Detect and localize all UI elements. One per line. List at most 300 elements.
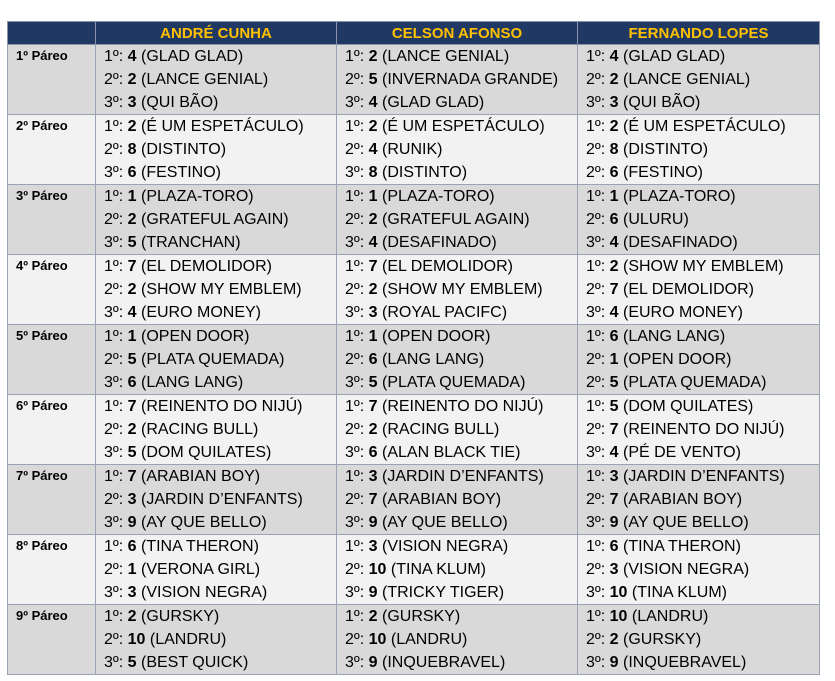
pick-line [96,488,336,511]
horse-number: 2 [368,608,378,625]
horse-number: 2 [127,421,137,438]
pick-position: 2º: [104,631,124,648]
horse-name: (TRANCHAN) [141,234,241,251]
horse-name: (JARDIN D’ENFANTS) [623,468,785,485]
pick-position: 1º: [104,538,124,555]
horse-number: 1 [609,188,619,205]
horse-name: (GLAD GLAD) [382,94,485,111]
horse-name: (DESAFINADO) [382,234,497,251]
pick-position: 3º: [345,584,365,601]
header-tipster-2: CELSON AFONSO [337,22,578,45]
pick-line [578,138,819,161]
horse-name: (ARABIAN BOY) [382,491,502,508]
pick-line [96,91,336,114]
horse-number: 9 [368,514,378,531]
pick-line [96,558,336,581]
pick-line [337,161,577,184]
horse-name: (ARABIAN BOY) [141,468,261,485]
horse-number: 1 [127,561,137,578]
pick-position: 2º: [586,211,606,228]
pick-line [578,511,819,534]
pick-line [96,535,336,558]
picks-table [7,21,820,675]
race-label: 3º Páreo [8,185,96,255]
race-row [8,45,820,115]
pick-position: 3º: [586,304,606,321]
pick-position: 3º: [586,584,606,601]
pick-position: 2º: [586,421,606,438]
pick-line [578,255,819,278]
horse-name: (PLATA QUEMADA) [141,351,285,368]
pick-line [578,465,819,488]
pick-line [578,441,819,464]
pick-line [337,115,577,138]
horse-name: (VISION NEGRA) [623,561,750,578]
horse-number: 4 [368,141,378,158]
pick-line [337,465,577,488]
pick-position: 3º: [345,514,365,531]
horse-number: 5 [368,71,378,88]
horse-name: (TINA THERON) [623,538,741,555]
horse-number: 2 [368,118,378,135]
pick-position: 3º: [345,304,365,321]
pick-position: 2º: [586,631,606,648]
horse-name: (RUNIK) [382,141,443,158]
horse-number: 7 [127,258,137,275]
pick-line [337,371,577,394]
horse-number: 10 [609,584,628,601]
horse-name: (LANCE GENIAL) [623,71,751,88]
horse-name: (É UM ESPETÁCULO) [623,118,786,135]
pick-position: 2º: [345,561,365,578]
pick-position: 3º: [104,654,124,671]
horse-number: 6 [609,538,619,555]
race-row [8,115,820,185]
pick-line [578,651,819,674]
tipster-picks-cell [337,185,578,255]
horse-number: 4 [609,304,619,321]
horse-number: 6 [368,351,378,368]
horse-name: (REINENTO DO NIJÚ) [382,398,544,415]
horse-name: (EURO MONEY) [141,304,261,321]
horse-number: 9 [609,514,619,531]
horse-number: 9 [609,654,619,671]
pick-position: 1º: [104,118,124,135]
horse-name: (LANG LANG) [382,351,485,368]
horse-number: 10 [368,631,387,648]
tipster-picks-cell [337,535,578,605]
horse-name: (AY QUE BELLO) [382,514,508,531]
horse-number: 3 [368,468,378,485]
pick-position: 1º: [586,468,606,485]
tipster-picks-cell [578,185,820,255]
pick-line [578,208,819,231]
pick-position: 3º: [345,164,365,181]
horse-name: (PLAZA-TORO) [623,188,736,205]
horse-number: 3 [127,491,137,508]
horse-number: 2 [127,211,137,228]
horse-number: 2 [127,71,137,88]
horse-name: (ULURU) [623,211,689,228]
pick-line [578,68,819,91]
horse-number: 7 [368,491,378,508]
pick-line [96,371,336,394]
horse-name: (EL DEMOLIDOR) [382,258,513,275]
horse-name: (SHOW MY EMBLEM) [141,281,302,298]
pick-line [96,465,336,488]
pick-line [578,581,819,604]
pick-line [337,581,577,604]
horse-number: 2 [609,631,619,648]
pick-position: 3º: [345,234,365,251]
horse-number: 4 [368,94,378,111]
pick-position: 2º: [345,351,365,368]
pick-line [578,185,819,208]
tipster-picks-cell [96,465,337,535]
pick-position: 1º: [345,538,365,555]
horse-name: (PLAZA-TORO) [382,188,495,205]
horse-number: 5 [127,234,137,251]
pick-line [578,115,819,138]
horse-number: 6 [609,164,619,181]
race-label: 9º Páreo [8,605,96,675]
race-row [8,185,820,255]
horse-number: 3 [368,304,378,321]
horse-name: (QUI BÃO) [141,94,219,111]
horse-number: 6 [368,444,378,461]
pick-position: 2º: [104,211,124,228]
tipster-picks-cell [578,465,820,535]
tipster-picks-cell [96,395,337,465]
tipster-picks-cell [337,465,578,535]
horse-name: (OPEN DOOR) [623,351,732,368]
horse-name: (DISTINTO) [623,141,709,158]
pick-position: 2º: [104,561,124,578]
pick-line [337,488,577,511]
pick-line [337,651,577,674]
horse-number: 3 [609,561,619,578]
pick-position: 1º: [586,328,606,345]
pick-position: 2º: [104,71,124,88]
horse-number: 5 [609,398,619,415]
tipster-picks-cell [337,605,578,675]
horse-number: 10 [127,631,146,648]
pick-line [578,348,819,371]
horse-number: 2 [368,211,378,228]
pick-line [578,605,819,628]
pick-line [96,441,336,464]
horse-name: (INVERNADA GRANDE) [382,71,559,88]
horse-name: (TINA KLUM) [390,561,487,578]
pick-position: 2º: [104,281,124,298]
pick-line [337,418,577,441]
horse-number: 4 [609,48,619,65]
pick-line [578,301,819,324]
pick-line [578,535,819,558]
pick-position: 2º: [586,141,606,158]
horse-number: 7 [127,468,137,485]
horse-name: (EURO MONEY) [623,304,743,321]
pick-line [337,605,577,628]
horse-name: (GURSKY) [623,631,702,648]
horse-number: 7 [609,491,619,508]
tipster-picks-cell [96,255,337,325]
horse-name: (PÉ DE VENTO) [623,444,741,461]
race-row [8,395,820,465]
horse-name: (EL DEMOLIDOR) [141,258,272,275]
pick-position: 3º: [345,654,365,671]
horse-name: (DISTINTO) [141,141,227,158]
horse-name: (GLAD GLAD) [623,48,726,65]
horse-name: (RACING BULL) [141,421,259,438]
horse-number: 8 [609,141,619,158]
pick-line [96,138,336,161]
pick-line [96,325,336,348]
horse-name: (LANDRU) [390,631,468,648]
tipster-picks-cell [337,255,578,325]
horse-name: (TINA KLUM) [631,584,728,601]
pick-line [96,628,336,651]
pick-position: 2º: [345,491,365,508]
horse-number: 5 [609,374,619,391]
horse-name: (AY QUE BELLO) [141,514,267,531]
pick-line [337,558,577,581]
header-corner [8,22,96,45]
tipster-picks-cell [337,45,578,115]
pick-line [337,278,577,301]
pick-position: 3º: [586,654,606,671]
horse-number: 10 [609,608,628,625]
tipster-picks-cell [96,115,337,185]
tipster-picks-cell [578,45,820,115]
horse-name: (LANG LANG) [141,374,244,391]
pick-position: 1º: [586,48,606,65]
pick-line [96,581,336,604]
pick-position: 1º: [104,258,124,275]
horse-name: (RACING BULL) [382,421,500,438]
pick-position: 2º: [345,281,365,298]
horse-number: 2 [609,71,619,88]
pick-position: 1º: [586,118,606,135]
horse-name: (JARDIN D’ENFANTS) [141,491,303,508]
horse-name: (OPEN DOOR) [382,328,491,345]
horse-number: 3 [127,584,137,601]
pick-position: 3º: [104,584,124,601]
pick-line [96,231,336,254]
tipster-picks-cell [96,325,337,395]
horse-name: (DOM QUILATES) [623,398,754,415]
horse-name: (VISION NEGRA) [141,584,268,601]
horse-number: 7 [368,398,378,415]
horse-name: (QUI BÃO) [623,94,701,111]
horse-number: 9 [368,584,378,601]
horse-name: (DOM QUILATES) [141,444,272,461]
pick-line [96,418,336,441]
pick-position: 3º: [586,234,606,251]
horse-number: 5 [127,654,137,671]
horse-name: (PLATA QUEMADA) [382,374,526,391]
pick-line [96,255,336,278]
horse-name: (GRATEFUL AGAIN) [141,211,289,228]
pick-position: 3º: [104,374,124,391]
pick-line [337,68,577,91]
horse-name: (LANDRU) [149,631,227,648]
pick-line [337,395,577,418]
race-label: 5º Páreo [8,325,96,395]
horse-number: 6 [609,328,619,345]
horse-name: (LANG LANG) [623,328,726,345]
pick-line [337,208,577,231]
horse-number: 1 [127,328,137,345]
header-tipster-1: ANDRÉ CUNHA [96,22,337,45]
pick-line [337,45,577,68]
pick-line [578,91,819,114]
pick-position: 1º: [345,48,365,65]
pick-line [96,278,336,301]
horse-number: 9 [368,654,378,671]
horse-number: 2 [127,608,137,625]
pick-position: 1º: [586,608,606,625]
tipster-picks-cell [96,45,337,115]
pick-position: 3º: [345,94,365,111]
pick-line [337,535,577,558]
horse-name: (VISION NEGRA) [382,538,509,555]
race-row [8,255,820,325]
race-row [8,535,820,605]
horse-name: (EL DEMOLIDOR) [623,281,754,298]
pick-position: 2º: [586,281,606,298]
pick-line [337,91,577,114]
pick-position: 2º: [586,374,606,391]
pick-position: 2º: [104,491,124,508]
horse-name: (INQUEBRAVEL) [382,654,506,671]
pick-position: 3º: [586,94,606,111]
pick-position: 3º: [345,374,365,391]
horse-number: 2 [368,421,378,438]
pick-line [337,348,577,371]
race-label: 2º Páreo [8,115,96,185]
pick-position: 1º: [104,188,124,205]
tipster-picks-cell [337,115,578,185]
tipster-picks-cell [578,395,820,465]
horse-number: 4 [368,234,378,251]
pick-line [96,348,336,371]
race-label: 1º Páreo [8,45,96,115]
horse-name: (É UM ESPETÁCULO) [141,118,304,135]
horse-number: 5 [127,444,137,461]
horse-number: 2 [127,281,137,298]
pick-line [578,231,819,254]
pick-position: 1º: [345,118,365,135]
pick-position: 2º: [586,71,606,88]
horse-number: 1 [368,328,378,345]
tipster-picks-cell [96,185,337,255]
horse-number: 4 [609,234,619,251]
horse-name: (ROYAL PACIFC) [382,304,508,321]
pick-position: 1º: [104,398,124,415]
pick-position: 1º: [104,328,124,345]
pick-line [578,325,819,348]
pick-line [337,325,577,348]
horse-number: 6 [609,211,619,228]
horse-number: 5 [368,374,378,391]
pick-line [96,161,336,184]
horse-name: (ARABIAN BOY) [623,491,743,508]
pick-position: 1º: [586,188,606,205]
pick-position: 2º: [345,631,365,648]
horse-name: (LANCE GENIAL) [141,71,269,88]
horse-number: 7 [127,398,137,415]
horse-number: 2 [609,118,619,135]
tipster-picks-cell [337,395,578,465]
header-tipster-3: FERNANDO LOPES [578,22,820,45]
horse-name: (LANDRU) [631,608,709,625]
pick-position: 1º: [586,258,606,275]
pick-position: 2º: [586,561,606,578]
horse-name: (DESAFINADO) [623,234,738,251]
tipster-picks-cell [337,325,578,395]
horse-number: 10 [368,561,387,578]
horse-name: (BEST QUICK) [141,654,249,671]
horse-number: 1 [609,351,619,368]
horse-number: 4 [609,444,619,461]
pick-line [578,628,819,651]
pick-line [337,255,577,278]
pick-position: 2º: [104,421,124,438]
horse-number: 8 [127,141,137,158]
horse-name: (GLAD GLAD) [141,48,244,65]
header-row [8,22,820,45]
pick-line [337,138,577,161]
tipster-picks-cell [578,255,820,325]
horse-number: 6 [127,538,137,555]
pick-line [578,278,819,301]
pick-position: 1º: [345,608,365,625]
horse-name: (TINA THERON) [141,538,259,555]
horse-number: 2 [368,281,378,298]
pick-position: 2º: [586,491,606,508]
horse-number: 7 [609,281,619,298]
horse-number: 3 [609,468,619,485]
tipster-picks-cell [96,605,337,675]
horse-number: 3 [368,538,378,555]
horse-name: (FESTINO) [141,164,221,181]
horse-number: 9 [127,514,137,531]
pick-line [578,418,819,441]
pick-line [96,605,336,628]
pick-line [337,185,577,208]
race-label: 4º Páreo [8,255,96,325]
horse-name: (DISTINTO) [382,164,468,181]
pick-position: 1º: [104,48,124,65]
pick-line [96,45,336,68]
pick-line [578,371,819,394]
pick-position: 2º: [104,351,124,368]
pick-position: 1º: [345,468,365,485]
tipster-picks-cell [578,115,820,185]
pick-line [96,395,336,418]
horse-name: (REINENTO DO NIJÚ) [623,421,785,438]
pick-position: 1º: [586,398,606,415]
pick-position: 1º: [104,608,124,625]
pick-line [96,208,336,231]
horse-name: (ALAN BLACK TIE) [382,444,521,461]
horse-number: 2 [609,258,619,275]
tipster-picks-cell [578,605,820,675]
race-label: 8º Páreo [8,535,96,605]
horse-name: (AY QUE BELLO) [623,514,749,531]
horse-number: 4 [127,48,137,65]
